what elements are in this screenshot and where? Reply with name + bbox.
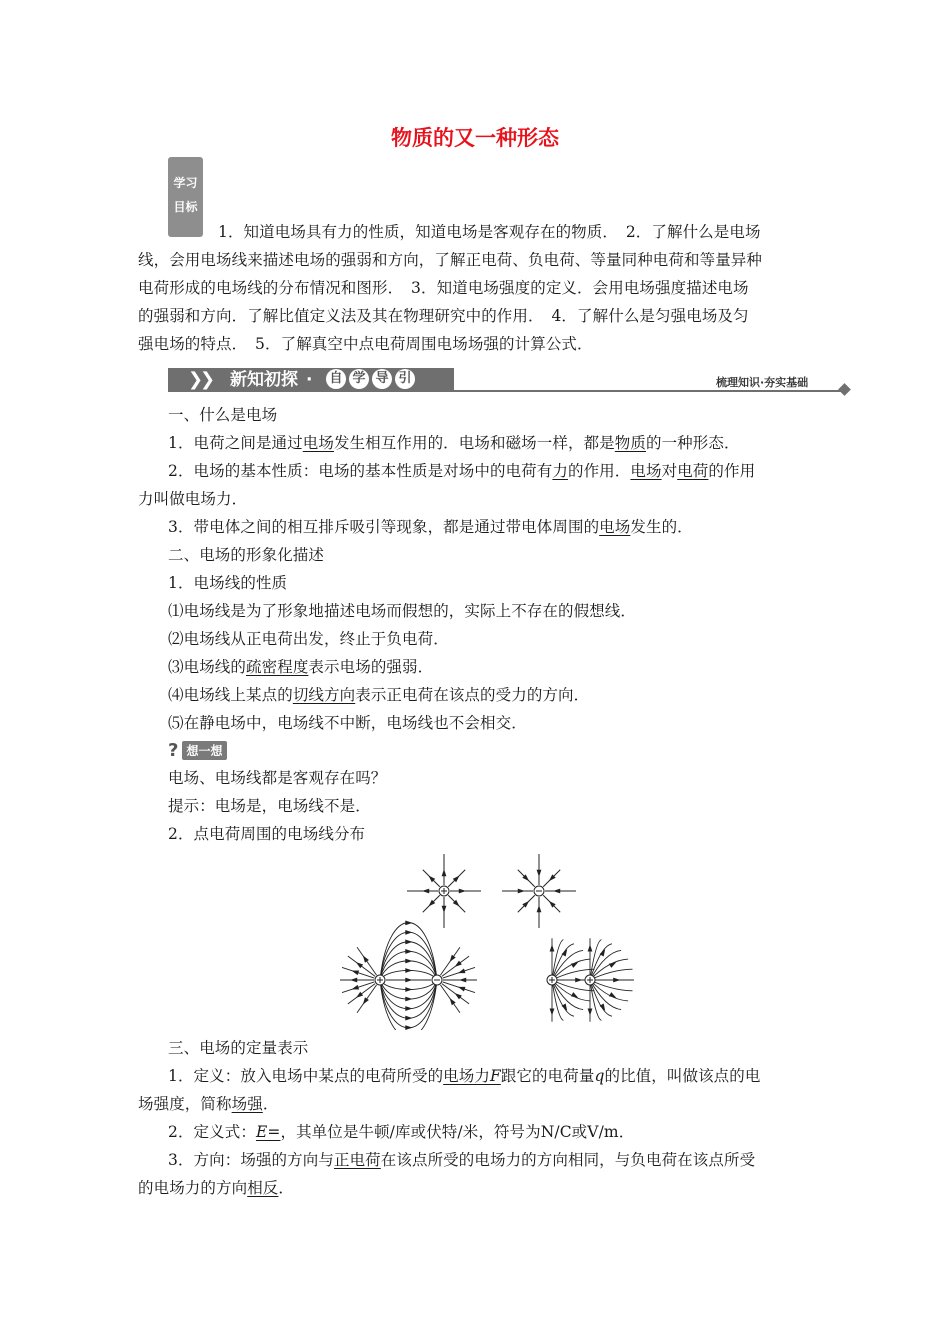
subheading: 2．点电荷周围的电场线分布 bbox=[168, 825, 366, 843]
dipole-field-line bbox=[380, 980, 437, 990]
section-heading: 一、什么是电场 bbox=[168, 406, 278, 424]
negative-charge-field-arrow bbox=[537, 870, 542, 877]
learning-goals bbox=[138, 218, 818, 358]
dipole-arrow bbox=[455, 993, 462, 999]
dipole-arrow bbox=[405, 987, 412, 992]
question-mark-icon: ? bbox=[168, 739, 179, 761]
text-run: 的作用 bbox=[708, 462, 756, 480]
paragraph bbox=[138, 429, 818, 457]
dipole-field-line bbox=[380, 970, 437, 980]
dipole-arrow bbox=[356, 992, 363, 998]
negative-charge-field-arrow bbox=[553, 889, 560, 894]
positive-charge-field-arrow bbox=[422, 889, 429, 894]
text-run: 发生的． bbox=[630, 518, 693, 536]
section-heading: 二、电场的形象化描述 bbox=[168, 546, 325, 564]
negative-charge-field-arrow bbox=[518, 889, 525, 894]
like-charges-field-line bbox=[590, 969, 633, 980]
dipole-arrow bbox=[405, 1016, 412, 1021]
goal-line: 的强弱和方向．了解比值定义法及其在物理研究中的作用． 4．了解什么是匀强电场及匀 bbox=[138, 307, 749, 325]
think-char: 想 bbox=[186, 743, 199, 758]
banner-sub-char: 导 bbox=[372, 369, 392, 389]
dipole-arrow bbox=[459, 978, 466, 983]
text-run: 表示电场的强弱． bbox=[308, 658, 434, 676]
tag-line-1: 学习 bbox=[173, 176, 198, 190]
dipole-arrow bbox=[350, 978, 357, 983]
blank-answer: 力 bbox=[552, 462, 568, 480]
dipole-arrow bbox=[458, 987, 466, 992]
dipole-arrow bbox=[455, 961, 462, 967]
blank-answer: 正电荷 bbox=[333, 1151, 381, 1169]
dipole-arrow bbox=[363, 997, 369, 1004]
blank-answer bbox=[443, 1067, 501, 1085]
text-run: 对 bbox=[661, 462, 678, 480]
banner-sub-char: 学 bbox=[349, 369, 369, 389]
section-heading: 三、电场的定量表示 bbox=[168, 1039, 309, 1057]
like-charges-arrow bbox=[588, 1008, 593, 1015]
think-label bbox=[182, 741, 226, 760]
dipole-arrow bbox=[450, 998, 456, 1005]
like-charges-arrow bbox=[609, 992, 616, 998]
paragraph bbox=[138, 457, 818, 485]
paragraph bbox=[138, 513, 818, 541]
field-lines-figure bbox=[0, 850, 950, 1030]
tag-line-2: 目标 bbox=[173, 200, 198, 214]
paragraph bbox=[138, 1146, 818, 1174]
text-run: 的一种形态． bbox=[645, 434, 740, 452]
text-run: 发生相互作用的．电场和磁场一样，都是 bbox=[333, 434, 615, 452]
banner-title: 新知初探 bbox=[230, 370, 298, 390]
text-run: 场强度，简称 bbox=[138, 1095, 232, 1113]
like-charges-arrow bbox=[571, 962, 578, 968]
goal-line: 线，会用电场线来描述电场的强弱和方向，了解正电荷、负电荷、等量同种电荷和等量异种 bbox=[138, 251, 763, 269]
like-charges-arrow bbox=[588, 944, 593, 951]
like-charges-arrow bbox=[550, 1008, 555, 1015]
dipole-arrow bbox=[405, 978, 412, 983]
list-item: ⑴电场线是为了形象地描述电场而假想的，实际上不存在的假想线． bbox=[168, 602, 637, 620]
like-charges-arrow bbox=[575, 978, 582, 983]
positive-charge-field-arrow bbox=[442, 906, 447, 913]
dipole-arrow bbox=[405, 949, 412, 954]
dipole-arrow bbox=[405, 997, 412, 1002]
section-banner bbox=[168, 368, 858, 394]
text-run: 2．定义式： bbox=[168, 1123, 256, 1141]
positive-charge-field-arrow bbox=[459, 889, 466, 894]
banner-sub-char: 引 bbox=[395, 369, 415, 389]
paragraph bbox=[138, 1174, 818, 1202]
text-run: 在该点所受的电场力的方向相同，与负电荷在该点所受 bbox=[380, 1151, 756, 1169]
text-run: 的比值，叫做该点的电 bbox=[604, 1067, 761, 1085]
like-charges-field-line bbox=[590, 980, 633, 991]
blank-answer: 切线方向 bbox=[292, 686, 356, 704]
text-run: ． bbox=[278, 1179, 295, 1197]
answer: 提示：电场是，电场线不是． bbox=[168, 797, 371, 815]
dipole-arrow bbox=[356, 962, 363, 968]
text-run: 3．方向：场强的方向与 bbox=[168, 1151, 334, 1169]
dipole-arrow bbox=[405, 959, 412, 964]
text-run: 电场力 bbox=[443, 1067, 490, 1085]
dipole-arrow bbox=[405, 930, 412, 935]
like-charges-arrow bbox=[571, 992, 578, 998]
think-char: 想 bbox=[210, 743, 223, 758]
paragraph bbox=[138, 1090, 818, 1118]
text-run: ，其单位是牛顿/库或伏特/米，符号为N/C或V/m． bbox=[280, 1123, 635, 1141]
text-run: 3．带电体之间的相互排斥吸引等现象，都是通过带电体周围的 bbox=[168, 518, 600, 536]
section-3 bbox=[138, 1034, 818, 1202]
blank-answer: 电荷 bbox=[677, 462, 709, 480]
like-charges-arrow bbox=[550, 944, 555, 951]
list-item bbox=[138, 681, 818, 709]
list-item: ⑵电场线从正电荷出发，终止于负电荷． bbox=[168, 630, 449, 648]
paragraph: 力叫做电场力． bbox=[138, 490, 248, 508]
negative-charge-field-arrow bbox=[537, 905, 542, 912]
symbol: F bbox=[489, 1067, 501, 1085]
goal-line: 强电场的特点． 5．了解真空中点电荷周围电场场强的计算公式． bbox=[138, 335, 593, 353]
list-item bbox=[138, 653, 818, 681]
blank-answer: 电场 bbox=[630, 462, 662, 480]
section-1 bbox=[138, 401, 818, 737]
like-charges-arrow bbox=[609, 962, 616, 968]
list-item: ⑸在静电场中，电场线不中断，电场线也不会相交． bbox=[168, 714, 527, 732]
text-run: 的作用． bbox=[567, 462, 631, 480]
banner-subtitle bbox=[326, 369, 415, 389]
goal-line: 1．知道电场具有力的性质，知道电场是客观存在的物质． 2．了解什么是电场 bbox=[218, 223, 761, 241]
dipole-arrow bbox=[352, 971, 360, 976]
text-run: 的电场力的方向 bbox=[138, 1179, 248, 1197]
banner-bar bbox=[168, 368, 454, 392]
question: 电场、电场线都是客观存在吗？ bbox=[168, 769, 387, 787]
banner-right-caption: 梳理知识·夯实基础 bbox=[716, 376, 809, 389]
banner-rule bbox=[454, 390, 844, 392]
dipole-arrow bbox=[405, 920, 412, 925]
blank-answer: 物质 bbox=[614, 434, 646, 452]
blank-answer: 电场 bbox=[599, 518, 631, 536]
text-run: 2．电场的基本性质：电场的基本性质是对场中的电荷有 bbox=[168, 462, 553, 480]
blank-answer: 疏密程度 bbox=[246, 658, 309, 676]
blank-answer: 电场 bbox=[302, 434, 334, 452]
dipole-field-line bbox=[380, 980, 437, 1028]
dipole-arrow bbox=[405, 1006, 412, 1011]
chevron-right-icon: ❯ bbox=[188, 369, 204, 390]
text-run: ⑷电场线上某点的 bbox=[168, 686, 293, 704]
think-block bbox=[138, 764, 818, 848]
subheading: 1．电场线的性质 bbox=[168, 574, 288, 592]
diamond-icon bbox=[838, 383, 851, 396]
dipole-arrow bbox=[363, 955, 369, 962]
text-run: 1．电荷之间是通过 bbox=[168, 434, 303, 452]
positive-charge-field-arrow bbox=[442, 869, 447, 876]
text-run: 表示正电荷在该点的受力的方向． bbox=[355, 686, 590, 704]
text-run: ． bbox=[262, 1095, 279, 1113]
think-char: 一 bbox=[198, 743, 211, 758]
text-run: 1．定义：放入电场中某点的电荷所受的 bbox=[168, 1067, 444, 1085]
dipole-arrow bbox=[405, 940, 412, 945]
like-charges-arrow bbox=[613, 978, 620, 983]
blank-answer: 相反 bbox=[247, 1179, 279, 1197]
symbol: q bbox=[594, 1067, 605, 1085]
dipole-arrow bbox=[458, 969, 466, 974]
goal-line: 电荷形成的电场线的分布情况和图形． 3．知道电场强度的定义．会用电场强度描述电场 bbox=[138, 279, 749, 297]
dipole-arrow bbox=[405, 1025, 412, 1030]
banner-sub-char: 自 bbox=[326, 369, 346, 389]
blank-answer bbox=[256, 1123, 281, 1141]
blank-answer: 场强 bbox=[231, 1095, 263, 1113]
formula: E= bbox=[255, 1123, 281, 1141]
banner-dot: · bbox=[306, 370, 313, 390]
paragraph bbox=[138, 1062, 818, 1090]
paragraph bbox=[138, 1118, 818, 1146]
text-run: 跟它的电荷量 bbox=[500, 1067, 595, 1085]
text-run: ⑶电场线的 bbox=[168, 658, 247, 676]
chevron-right-icon: ❯ bbox=[200, 369, 216, 390]
dipole-field-line bbox=[380, 932, 437, 980]
page-title: 物质的又一种形态 bbox=[391, 126, 559, 150]
think-badge bbox=[168, 740, 227, 760]
dipole-arrow bbox=[405, 968, 412, 973]
dipole-arrow bbox=[352, 985, 360, 990]
dipole-arrow bbox=[450, 955, 456, 962]
